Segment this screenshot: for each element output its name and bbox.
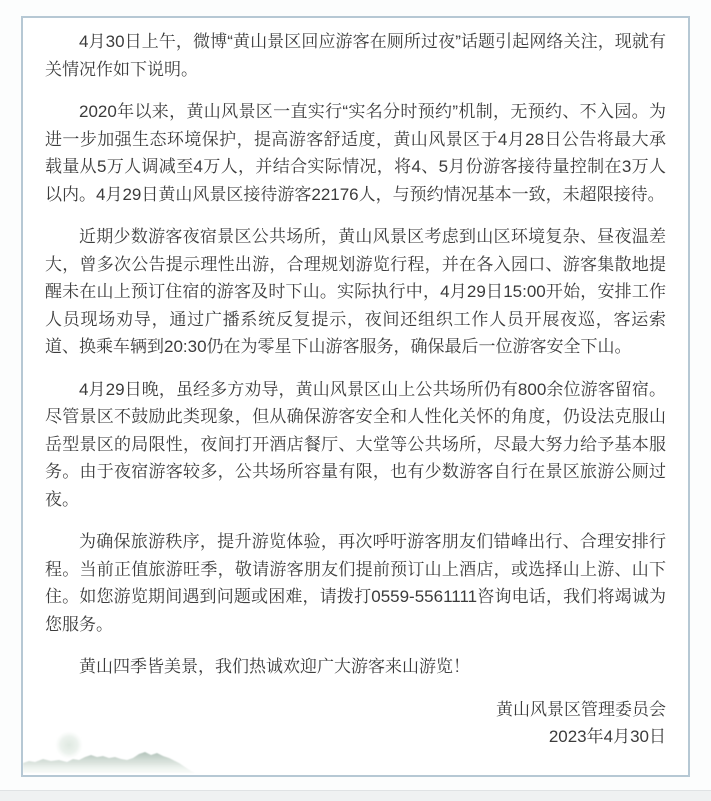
signature-block [45,696,666,751]
notice-box [21,16,690,777]
notice-paragraph: 为确保旅游秩序，提升游览体验，再次呼吁游客朋友们错峰出行、合理安排行程。当前正值旅游旺季，敬请游客朋友们提前预订山上酒店，或选择山上游、山下住。如您游览期间遇到问题或困难，请拨打0559-5561111咨询电话，我们将竭诚为您服务。 [45,532,666,634]
notice-paragraph: 4月29日晚，虽经多方劝导，黄山风景区山上公共场所仍有800余位游客留宿。尽管景区不鼓励此类现象，但从确保游客安全和人性化关怀的角度，仍设法克服山岳型景区的局限性，夜间打开酒店餐厅、大堂等公共场所，尽最大努力给予基本服务。由于夜宿游客较多，公共场所容量有限，也有少数游客自行在景区旅游公厕过夜。 [45,379,666,509]
signature-name: 黄山风景区管理委员会 [496,699,666,719]
notice-paragraph: 4月30日上午，微博“黄山景区回应游客在厕所过夜”话题引起网络关注，现就有关情况作如下说明。 [45,32,666,79]
notice-paragraph: 2020年以来，黄山风景区一直实行“实名分时预约”机制，无预约、不入园。为进一步加强生态环境保护，提高游客舒适度，黄山风景区于4月28日公告将最大承载量从5万人调减至4万人，并结合实际情况，将4、5月份游客接待量控制在3万人以内。4月29日黄山风景区接待游客22176人，与预约情况基本一致，未超限接待。 [45,102,666,204]
notice-paragraph: 近期少数游客夜宿景区公共场所，黄山风景区考虑到山区环境复杂、昼夜温差大，曾多次公告提示理性出游，合理规划游览行程，并在各入园口、游客集散地提醒未在山上预订住宿的游客及时下山。实际执行中，4月29日15:00开始，安排工作人员现场劝导，通过广播系统反复提示，夜间还组织工作人员开展夜巡，客运索道、换乘车辆到20:30仍在为零星下山游客服务，确保最后一位游客安全下山。 [45,227,666,356]
page-bottom-strip [0,790,711,801]
notice-paragraph: 黄山四季皆美景，我们热诚欢迎广大游客来山游览！ [79,657,470,676]
mountains-icon [23,752,195,773]
signature-date: 2023年4月30日 [548,727,666,746]
